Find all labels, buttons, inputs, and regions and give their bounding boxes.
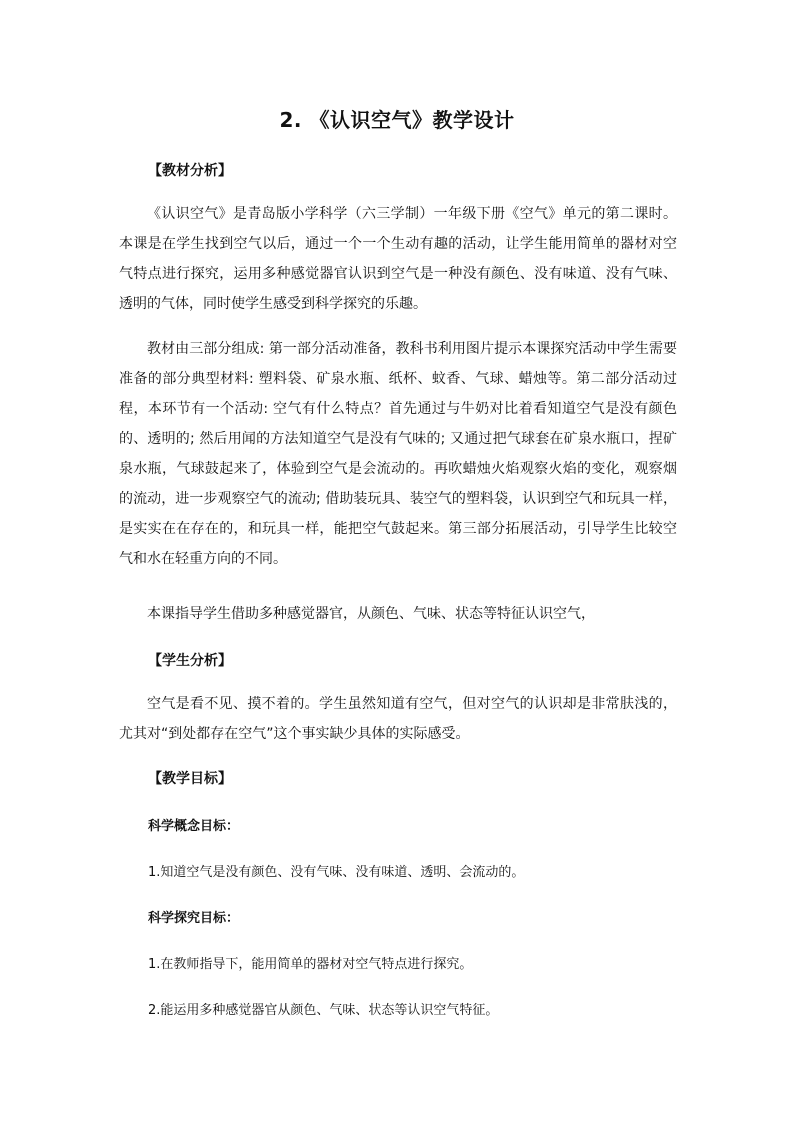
paragraph-material-analysis-3: 本课指导学生借助多种感觉器官，从颜色、气味、状态等特征认识空气， bbox=[147, 606, 595, 622]
paragraph-student-analysis: 空气是看不见、摸不着的。学生虽然知道有空气，但对空气的认识却是非常肤浅的，尤其对“到处都存在空气”这个事实缺少具体的实际感受。 bbox=[119, 696, 677, 742]
heading-material-analysis: 【教材分析】 bbox=[148, 163, 232, 179]
label-inquiry-goals: 科学探究目标： bbox=[148, 911, 240, 926]
paragraph-material-analysis-1: 《认识空气》是青岛版小学科学（六三学制）一年级下册《空气》单元的第二课时。本课是在学生找到空气以后，通过一个一个生动有趣的活动，让学生能用简单的器材对空气特点进行探究，运用多种感觉器官认识到空气是一种没有颜色、没有味道、没有气味、透明的气体，同时使学生感受到科学探究的乐趣。 bbox=[119, 206, 677, 312]
inquiry-goal-item: 1.在教师指导下，能用简单的器材对空气特点进行探究。 bbox=[148, 957, 473, 972]
paragraph-material-analysis-2: 教材由三部分组成: 第一部分活动准备，教科书利用图片提示本课探究活动中学生需要准备的部分典型材料: 塑料袋、矿泉水瓶、纸杯、蚊香、气球、蜡烛等。第二部分活动过程，本环节有一个活动: 空气有什么特点？首先通过与牛奶对比着看知道空气是没有颜色的、透明的; 然后用闻的方法知道空气是没有气味的; 又通过把气球套在矿泉水瓶口，捏矿泉水瓶，气球鼓起来了，体验到空气是会流动的。再吹蜡烛火焰观察火焰的变化，观察烟的流动，进一步观察空气的流动; 借助装玩具、装空气的塑料袋，认识到空气和玩具一样，是实实在在存在的，和玩具一样，能把空气鼓起来。第三部分拓展活动，引导学生比较空气和水在轻重方向的不同。 bbox=[119, 341, 677, 567]
document-title: 2. 《认识空气》教学设计 bbox=[279, 108, 515, 132]
heading-student-analysis: 【学生分析】 bbox=[148, 653, 232, 669]
label-concept-goals: 科学概念目标： bbox=[148, 819, 240, 834]
heading-teaching-goals: 【教学目标】 bbox=[148, 771, 232, 787]
concept-goal-item: 1.知道空气是没有颜色、没有气味、没有味道、透明、会流动的。 bbox=[148, 865, 525, 880]
inquiry-goal-item: 2.能运用多种感觉器官从颜色、气味、状态等认识空气特征。 bbox=[148, 1003, 499, 1018]
